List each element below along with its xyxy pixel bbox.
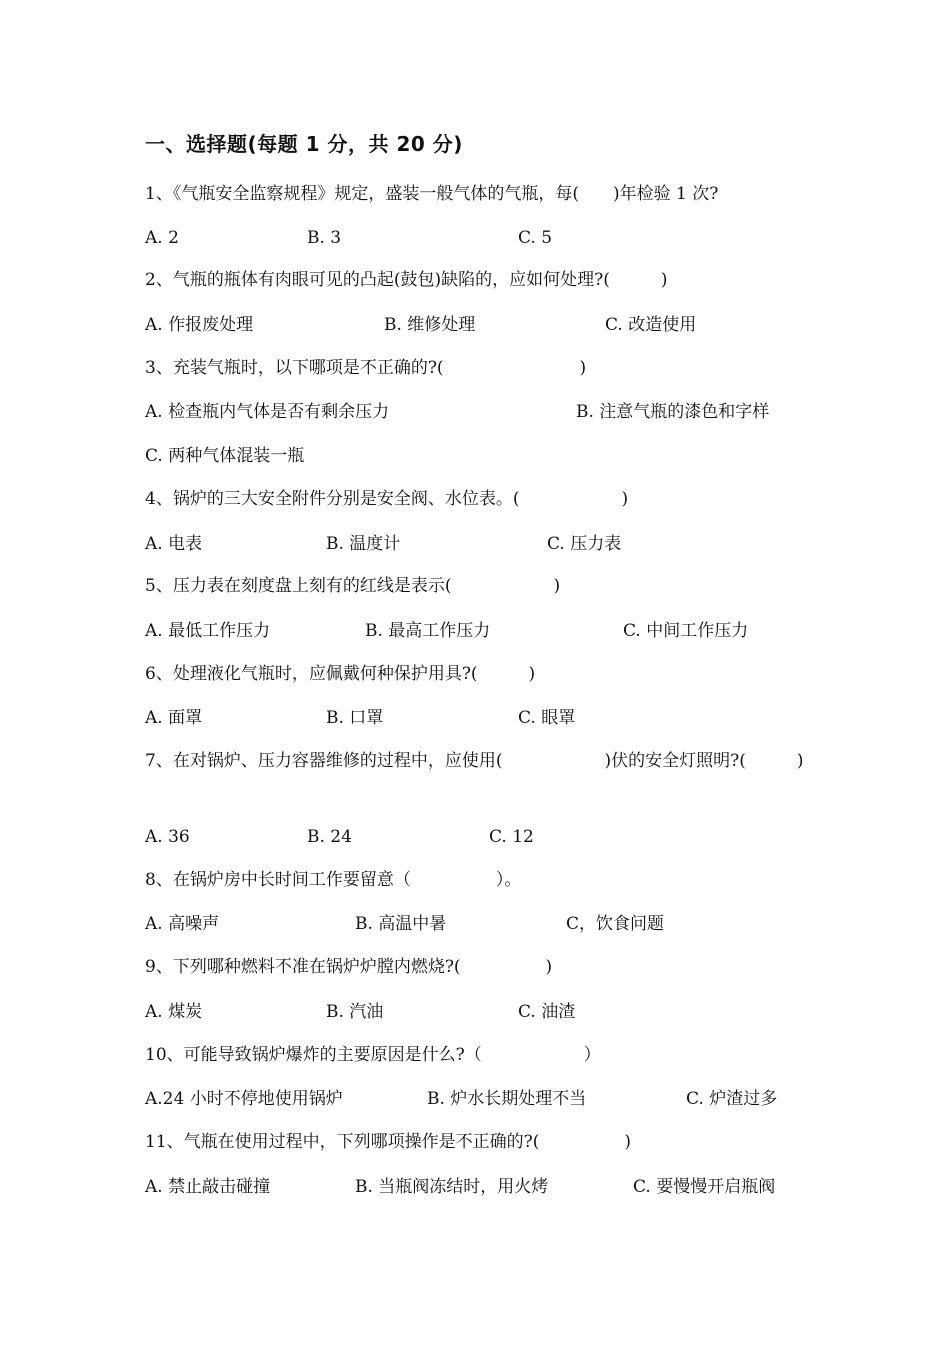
question-10: 10、可能导致锅炉爆炸的主要原因是什么?（ ） (145, 1045, 601, 1065)
question-11: 11、气瓶在使用过程中，下列哪项操作是不正确的?( ) (145, 1132, 632, 1152)
q11-option-a: A. 禁止敲击碰撞 (145, 1177, 271, 1197)
q1-option-b: B. 3 (307, 228, 342, 248)
q8-option-c: C，饮食问题 (566, 914, 665, 934)
question-8: 8、在锅炉房中长时间工作要留意（ ）。 (145, 870, 522, 890)
q6-option-a: A. 面罩 (145, 708, 203, 728)
question-5: 5、压力表在刻度盘上刻有的红线是表示( ) (145, 576, 561, 596)
q3-option-c: C. 两种气体混装一瓶 (145, 446, 305, 466)
q5-option-c: C. 中间工作压力 (623, 621, 749, 641)
q4-option-b: B. 温度计 (326, 534, 401, 554)
q2-option-c: C. 改造使用 (605, 315, 697, 335)
q8-option-b: B. 高温中暑 (355, 914, 447, 934)
q10-option-c: C. 炉渣过多 (686, 1089, 778, 1109)
question-2: 2、气瓶的瓶体有肉眼可见的凸起(鼓包)缺陷的，应如何处理?( ) (145, 270, 668, 290)
question-4: 4、锅炉的三大安全附件分别是安全阀、水位表。( ) (145, 489, 629, 509)
question-1: 1、《气瓶安全监察规程》规定，盛装一般气体的气瓶，每( )年检验 1 次? (145, 184, 719, 204)
q7-option-b: B. 24 (307, 827, 352, 847)
q7-option-c: C. 12 (489, 827, 534, 847)
q3-option-a: A. 检查瓶内气体是否有剩余压力 (145, 402, 390, 422)
section-title: 一、选择题(每题 1 分，共 20 分) (145, 132, 463, 156)
q11-option-c: C. 要慢慢开启瓶阀 (633, 1177, 776, 1197)
q5-option-a: A. 最低工作压力 (145, 621, 271, 641)
q9-option-c: C. 油渣 (518, 1002, 576, 1022)
question-9: 9、下列哪种燃料不准在锅炉炉膛内燃烧?( ) (145, 957, 553, 977)
q11-option-b: B. 当瓶阀冻结时，用火烤 (355, 1177, 549, 1197)
q6-option-b: B. 口罩 (326, 708, 384, 728)
q1-option-a: A. 2 (145, 228, 179, 248)
q10-option-b: B. 炉水长期处理不当 (427, 1089, 587, 1109)
q6-option-c: C. 眼罩 (518, 708, 576, 728)
q2-option-b: B. 维修处理 (384, 315, 476, 335)
q9-option-b: B. 汽油 (326, 1002, 384, 1022)
q10-option-a: A.24 小时不停地使用锅炉 (145, 1089, 343, 1109)
question-3: 3、充装气瓶时，以下哪项是不正确的?( ) (145, 358, 587, 378)
q3-option-b: B. 注意气瓶的漆色和字样 (576, 402, 770, 422)
q2-option-a: A. 作报废处理 (145, 315, 254, 335)
q4-option-c: C. 压力表 (547, 534, 622, 554)
q8-option-a: A. 高噪声 (145, 914, 220, 934)
q4-option-a: A. 电表 (145, 534, 203, 554)
q5-option-b: B. 最高工作压力 (365, 621, 491, 641)
q1-option-c: C. 5 (518, 228, 553, 248)
question-6: 6、处理液化气瓶时，应佩戴何种保护用具?( ) (145, 664, 536, 684)
question-7: 7、在对锅炉、压力容器维修的过程中，应使用( )伏的安全灯照明?( ) (145, 751, 804, 771)
q7-option-a: A. 36 (145, 827, 190, 847)
q9-option-a: A. 煤炭 (145, 1002, 203, 1022)
